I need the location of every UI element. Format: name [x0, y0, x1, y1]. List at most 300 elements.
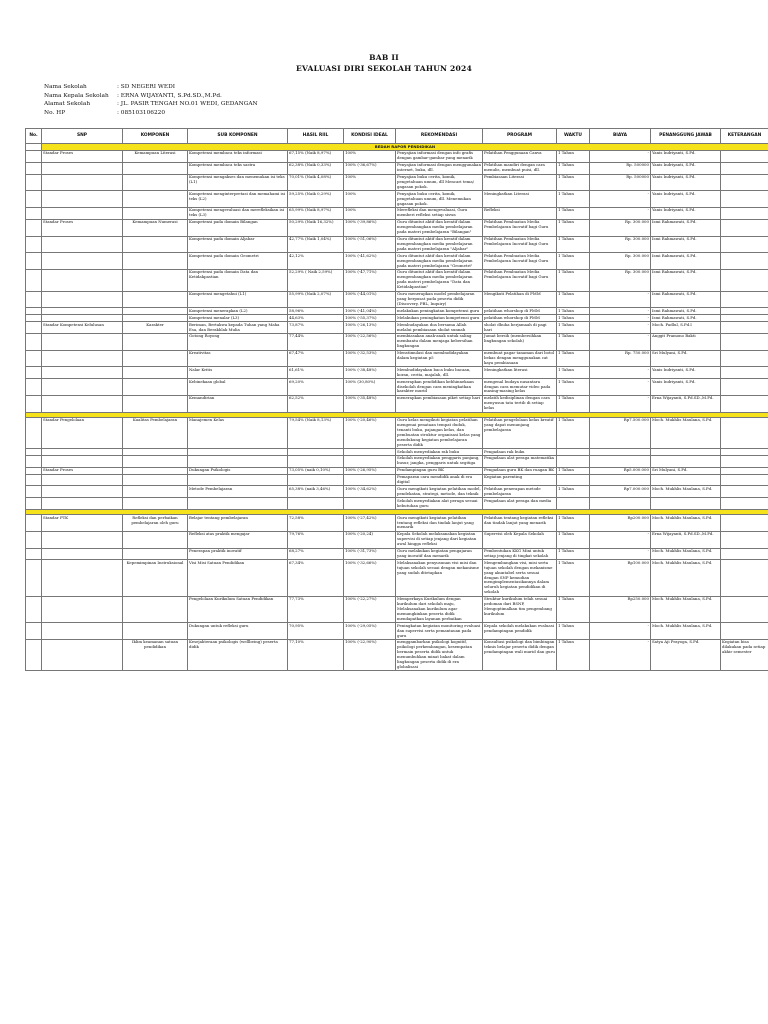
cell-sub-komponen: Kompetensi pada domain Geometri — [188, 253, 288, 270]
table-row — [26, 291, 768, 308]
cell-keterangan — [721, 623, 768, 640]
info-label: Alamat Sekolah — [44, 101, 91, 108]
cell-keterangan — [721, 596, 768, 623]
cell-program: Refleksi — [483, 207, 557, 219]
cell-snp — [42, 498, 123, 510]
cell-kondisi-ideal: 100% (-41,62%) — [344, 253, 396, 270]
col-header-no: No. — [26, 129, 42, 144]
cell-komponen — [123, 350, 188, 367]
cell-no — [26, 308, 42, 315]
cell-keterangan — [721, 474, 768, 486]
cell-hasil-riil: 65,99% (Naik 8,97%) — [288, 207, 344, 219]
cell-penanggung-jawab: Anggit Pramono Bakti — [651, 333, 721, 350]
cell-biaya: - — [590, 531, 651, 548]
cell-kondisi-ideal — [344, 449, 396, 456]
cell-rekomendasi: menerapkan pendidikan kebhinnekaan disekolah dengan cara meningkatkan karakter murid — [396, 379, 483, 396]
cell-komponen — [123, 474, 188, 486]
cell-kondisi-ideal: 100% (-36,67%) — [344, 162, 396, 174]
cell-rekomendasi: menerapkan pembiasaan piket setiap hari — [396, 395, 483, 412]
cell-sub-komponen: Kompetensi mengetahui (L1) — [188, 291, 288, 308]
cell-sub-komponen — [188, 498, 288, 510]
cell-snp — [42, 395, 123, 412]
cell-sub-komponen: Kebinekaan global — [188, 379, 288, 396]
cell-waktu: 1 Tahun — [557, 269, 590, 291]
chapter-title: BAB II — [369, 53, 399, 62]
cell-rekomendasi: Penyajian buku cerita, komik, pengetahuan umum, dll. Menemukan gagasan pokok. — [396, 191, 483, 208]
cell-program: pelatihan whorshop di PMM — [483, 315, 557, 322]
table-row — [26, 455, 768, 467]
cell-program: sholat dhuha berjamaah di pagi hari — [483, 322, 557, 334]
cell-keterangan — [721, 174, 768, 191]
cell-rekomendasi: Memperkaya Kurikulum dengan kurikulum dari sekolah maju, Melaksanakan kurikulum agar memungkinkan peserta didik mendapatkan layanan perbaikan — [396, 596, 483, 623]
cell-rekomendasi: melakukan peningkatan kompetensi guru — [396, 308, 483, 315]
cell-keterangan — [721, 417, 768, 448]
table-row — [26, 269, 768, 291]
cell-waktu: 1 Tahun — [557, 236, 590, 253]
cell-waktu: 1 Tahun — [557, 531, 590, 548]
table-row — [26, 236, 768, 253]
table-row — [26, 474, 768, 486]
cell-penanggung-jawab: Moch. Mukhlis Maulana, S.Pd. — [651, 623, 721, 640]
cell-no — [26, 449, 42, 456]
cell-snp — [42, 623, 123, 640]
cell-rekomendasi: Peningkatan kegiatan monitoring evaluasi dan supervisi serta pemantauan pada guru — [396, 623, 483, 640]
cell-rekomendasi: Pemaparan cara mendidik anak di era digital — [396, 474, 483, 486]
cell-keterangan — [721, 162, 768, 174]
col-header-program: PROGRAM — [483, 129, 557, 144]
cell-kondisi-ideal: 100% (30,80%) — [344, 379, 396, 396]
cell-sub-komponen: Manajemen Kelas — [188, 417, 288, 448]
cell-keterangan — [721, 315, 768, 322]
table-row — [26, 219, 768, 236]
cell-penanggung-jawab: Yanis Indriyanti, S.Pd. — [651, 367, 721, 379]
cell-kondisi-ideal: 100% (-29,05%) — [344, 623, 396, 640]
cell-keterangan — [721, 548, 768, 560]
cell-biaya: - — [590, 150, 651, 162]
cell-no — [26, 455, 42, 467]
cell-penanggung-jawab: Moch. Mukhlis Maulana, S.Pd. — [651, 548, 721, 560]
cell-rekomendasi: Guru kelas mengikuti kegiatan pelatihan mengenai penataan tempat duduk, tenanti buku, pajangan kelas, dan pembuatan struktur organisasi kelas yang mendukung kegiatan pembelajaran peserta didik — [396, 417, 483, 448]
cell-keterangan — [721, 486, 768, 498]
cell-penanggung-jawab: Ismi Rahmawati, S.Pd. — [651, 236, 721, 253]
cell-no — [26, 367, 42, 379]
cell-snp — [42, 596, 123, 623]
cell-waktu: 1 Tahun — [557, 308, 590, 315]
cell-komponen — [123, 253, 188, 270]
cell-hasil-riil: 62,38% (Naik 0,33%) — [288, 162, 344, 174]
cell-waktu: 1 Tahun — [557, 350, 590, 367]
cell-waktu: 1 Tahun — [557, 639, 590, 670]
cell-biaya — [590, 455, 651, 467]
cell-rekomendasi: Melaksanakan penyusunan visi misi dan tujuan sekolah sesuai dengan mekanisme yang sudah ditetapkan — [396, 560, 483, 596]
cell-hasil-riil: 44,63% — [288, 315, 344, 322]
cell-penanggung-jawab: Moch. Mukhlis Maulana, S.Pd. — [651, 596, 721, 623]
cell-no — [26, 315, 42, 322]
cell-program: mengenal budaya nusantara dengan cara memutar video pada masing-masing kelas — [483, 379, 557, 396]
cell-sub-komponen: Kemandirian — [188, 395, 288, 412]
cell-keterangan — [721, 322, 768, 334]
cell-kondisi-ideal: 100% (-32,66%) — [344, 560, 396, 596]
cell-waktu: 1 Tahun — [557, 291, 590, 308]
cell-snp — [42, 367, 123, 379]
cell-komponen — [123, 269, 188, 291]
cell-komponen — [123, 486, 188, 498]
cell-snp — [42, 474, 123, 486]
cell-kondisi-ideal: 100% (-20,46%) — [344, 417, 396, 448]
cell-keterangan — [721, 207, 768, 219]
cell-no — [26, 269, 42, 291]
cell-biaya: - — [590, 207, 651, 219]
cell-biaya: Rp. 500000 — [590, 162, 651, 174]
cell-komponen: Kemampuan Literasi — [123, 150, 188, 162]
info-row — [44, 100, 258, 109]
cell-hasil-riil: 77,44% — [288, 333, 344, 350]
cell-snp — [42, 174, 123, 191]
table-row — [26, 367, 768, 379]
cell-program: Pengadaan rak buku — [483, 449, 557, 456]
table-row — [26, 639, 768, 670]
cell-keterangan — [721, 395, 768, 412]
cell-rekomendasi: Melakukan peningkatan kompetensi guru — [396, 315, 483, 322]
cell-program: Pelatihan Pembuatan Media Pembelajaran Inovatif bagi Guru — [483, 236, 557, 253]
info-label: Nama Kepala Sekolah — [44, 92, 109, 99]
cell-keterangan — [721, 253, 768, 270]
cell-keterangan — [721, 455, 768, 467]
cell-waktu: 1 Tahun — [557, 486, 590, 498]
cell-keterangan — [721, 191, 768, 208]
cell-penanggung-jawab — [651, 498, 721, 510]
cell-rekomendasi: Guru menerapkan model pembelajaran yang berpusat pada peserta didik (Discovery, PBL, Inquiry) — [396, 291, 483, 308]
cell-penanggung-jawab: Erna Wijayanti, S.Pd.SD.,M.Pd. — [651, 395, 721, 412]
cell-rekomendasi: Kepala Sekolah melaksanakan kegiatan supervisi di setiap jenjang dari kegiatan awal hingga refleksi — [396, 531, 483, 548]
cell-hasil-riil: 68,27% — [288, 548, 344, 560]
cell-sub-komponen: Penerapan praktik inovatif — [188, 548, 288, 560]
table-row — [26, 350, 768, 367]
cell-penanggung-jawab: Sri Mulyani, S.Pd. — [651, 350, 721, 367]
cell-waktu: 1 Tahun — [557, 467, 590, 474]
cell-komponen: Karakter — [123, 322, 188, 334]
cell-waktu: 1 Tahun — [557, 174, 590, 191]
cell-no — [26, 474, 42, 486]
cell-program: Supervisi oleh Kepala Sekolah — [483, 531, 557, 548]
cell-sub-komponen: Kompetensi menerapkan (L2) — [188, 308, 288, 315]
cell-snp — [42, 486, 123, 498]
cell-waktu: 1 Tahun — [557, 162, 590, 174]
cell-no — [26, 486, 42, 498]
cell-waktu: 1 Tahun — [557, 322, 590, 334]
cell-rekomendasi: membiasakan anak-anak untuk saling membantu dalam menjaga kebersihan lingkungan — [396, 333, 483, 350]
cell-komponen — [123, 449, 188, 456]
col-header-snp: SNP — [42, 129, 123, 144]
cell-kondisi-ideal: 100% (-26,95%) — [344, 467, 396, 474]
cell-biaya: Rp. 300.000 — [590, 253, 651, 270]
cell-hasil-riil: 70,01% (Naik 4,08%) — [288, 174, 344, 191]
table-row — [26, 395, 768, 412]
cell-biaya: - — [590, 395, 651, 412]
cell-komponen — [123, 531, 188, 548]
cell-biaya: - — [590, 623, 651, 640]
cell-waktu: 1 Tahun — [557, 560, 590, 596]
cell-sub-komponen: Kompetensi pada domain Data dan Ketidakpastian — [188, 269, 288, 291]
cell-penanggung-jawab: Yanis Indriyanti, S.Pd. — [651, 207, 721, 219]
cell-sub-komponen: Pengelolaan Kurikulum Satuan Pendidikan — [188, 596, 288, 623]
cell-sub-komponen — [188, 455, 288, 467]
cell-komponen — [123, 191, 188, 208]
cell-hasil-riil: 62,52% — [288, 395, 344, 412]
cell-waktu: 1 Tahun — [557, 191, 590, 208]
table-row — [26, 531, 768, 548]
cell-waktu: 1 Tahun — [557, 367, 590, 379]
cell-keterangan — [721, 367, 768, 379]
cell-penanggung-jawab: Ismi Rahmawati, S.Pd. — [651, 308, 721, 315]
cell-kondisi-ideal: 100% (-22,90%) — [344, 639, 396, 670]
cell-komponen — [123, 236, 188, 253]
cell-waktu — [557, 455, 590, 467]
cell-sub-komponen: Kreativitas — [188, 350, 288, 367]
cell-waktu: 1 Tahun — [557, 207, 590, 219]
cell-no — [26, 333, 42, 350]
cell-waktu: 1 Tahun — [557, 417, 590, 448]
cell-hasil-riil: 55,99% (Naik 2,07%) — [288, 291, 344, 308]
cell-program: Pengadaan alat peraga dan media — [483, 498, 557, 510]
cell-waktu: 1 Tahun — [557, 253, 590, 270]
cell-no — [26, 515, 42, 532]
cell-snp: Standar Proses — [42, 219, 123, 236]
cell-waktu — [557, 474, 590, 486]
cell-keterangan — [721, 236, 768, 253]
info-value: : 085103106220 — [117, 109, 166, 116]
section-row — [26, 144, 768, 151]
cell-hasil-riil: 67,15% (Naik 8,97%) — [288, 150, 344, 162]
cell-hasil-riil: 59,25% (Naik 0,29%) — [288, 191, 344, 208]
cell-program: Meningkatkan Literasi — [483, 191, 557, 208]
cell-kondisi-ideal: 100% (-51,06%) — [344, 236, 396, 253]
info-row — [44, 92, 258, 101]
cell-rekomendasi: Guru dituntut aktif dan kreatif dalam mengembangkan media pembelajaran pada materi pembelajaran "Data dan Ketidakpastian" — [396, 269, 483, 291]
cell-biaya: Rp. 750.000 — [590, 350, 651, 367]
cell-biaya: Rp. 300.000 — [590, 219, 651, 236]
cell-no — [26, 417, 42, 448]
cell-program: Pelatihan Pembuatan Media Pembelajaran Inovatif bagi Guru — [483, 269, 557, 291]
cell-no — [26, 191, 42, 208]
cell-komponen — [123, 596, 188, 623]
cell-hasil-riil: 58,96% — [288, 308, 344, 315]
cell-penanggung-jawab: Yanis Indriyanti, S.Pd. — [651, 162, 721, 174]
cell-kondisi-ideal: 100% (-44,01%) — [344, 291, 396, 308]
cell-keterangan — [721, 560, 768, 596]
cell-penanggung-jawab: Erna Wijayanti, S.Pd.SD.,M.Pd. — [651, 531, 721, 548]
cell-komponen — [123, 395, 188, 412]
cell-penanggung-jawab: Moch. Mukhlis Maulana, S.Pd. — [651, 417, 721, 448]
cell-biaya: Rp5.000.000 — [590, 467, 651, 474]
cell-biaya: Rp250.000 — [590, 596, 651, 623]
cell-kondisi-ideal: 100% (-22,56%) — [344, 333, 396, 350]
cell-keterangan — [721, 333, 768, 350]
cell-penanggung-jawab: Ismi Rahmawati, S.Pd. — [651, 219, 721, 236]
table-row — [26, 379, 768, 396]
cell-kondisi-ideal — [344, 498, 396, 510]
cell-sub-komponen: Nalar Kritis — [188, 367, 288, 379]
cell-biaya — [590, 474, 651, 486]
cell-snp: Standar PTK — [42, 515, 123, 532]
cell-kondisi-ideal: 100% (-22,27%) — [344, 596, 396, 623]
section-title: BEDAH RAPOR PENDIDIKAN — [42, 144, 768, 151]
cell-snp — [42, 236, 123, 253]
cell-sub-komponen: Metode Pembelajaran — [188, 486, 288, 498]
col-header-kondisi-ideal: KONDISI IDEAL — [344, 129, 396, 144]
cell-kondisi-ideal: 100% (-32,53%) — [344, 350, 396, 367]
cell-komponen — [123, 367, 188, 379]
cell-program: Konsultasi psikologi dan bimbingan teknis belajar peserta didik dengan pendampingan wali murid dan guru — [483, 639, 557, 670]
cell-biaya: Rp. 300.000 — [590, 269, 651, 291]
cell-sub-komponen — [188, 449, 288, 456]
cell-no — [26, 207, 42, 219]
info-label: No. HP — [44, 109, 66, 116]
cell-kondisi-ideal: 100% (-35,48%) — [344, 395, 396, 412]
cell-hasil-riil: 73,05% (naik 0,10%) — [288, 467, 344, 474]
cell-kondisi-ideal: 100% (-31,73%) — [344, 548, 396, 560]
cell-biaya: - — [590, 322, 651, 334]
cell-program: Pelatihan mandiri dengan cara menulis, membuat puisi, dll. — [483, 162, 557, 174]
cell-kondisi-ideal: 100% (-41,04%) — [344, 308, 396, 315]
table-row — [26, 162, 768, 174]
document-title: EVALUASI DIRI SEKOLAH TAHUN 2024 — [296, 64, 472, 73]
col-header-keterangan: KETERANGAN — [721, 129, 768, 144]
cell-komponen: Kualitas Pembelajaran — [123, 417, 188, 448]
cell-program: melatih kedisiplinan dengan cara menyusun tata tertib di setiap kelas — [483, 395, 557, 412]
cell-program: Kepala sekolah melakukan evaluasi pendampingan pendidik — [483, 623, 557, 640]
cell-program: Pelatihan Pembuatan Media Pembelajaran Inovatif bagi Guru — [483, 253, 557, 270]
cell-rekomendasi: Guru mengikuti kegiatan pelatihan tentang refleksi dan tindak lanjut yang menarik — [396, 515, 483, 532]
cell-sub-komponen: Kompetensi menginterpretasi dan memahami isi teks (L2) — [188, 191, 288, 208]
cell-sub-komponen: Kompetensi membaca teks sastra — [188, 162, 288, 174]
cell-sub-komponen: Dukungan untuk refleksi guru — [188, 623, 288, 640]
table-row — [26, 596, 768, 623]
cell-snp — [42, 207, 123, 219]
cell-kondisi-ideal: 100% (-20,24) — [344, 531, 396, 548]
cell-kondisi-ideal: 100% (-47,71%) — [344, 269, 396, 291]
cell-program: Pelatihan pengelolaan kelas kreatif yang dapat menunjang pembelajaran — [483, 417, 557, 448]
cell-keterangan: Kegiatan bisa dilakukan pada setiap akhir semester — [721, 639, 768, 670]
cell-biaya — [590, 498, 651, 510]
cell-no — [26, 498, 42, 510]
table-row — [26, 253, 768, 270]
cell-snp — [42, 560, 123, 596]
cell-hasil-riil: 65,38% (naik 3,46%) — [288, 486, 344, 498]
cell-kondisi-ideal: 100% (-26,13%) — [344, 322, 396, 334]
cell-program: Pengadaan alat peraga matematika — [483, 455, 557, 467]
cell-keterangan — [721, 531, 768, 548]
cell-program: membuat pagar tanaman dari botol bekas dengan menggunakan cat kaya pembiasaan — [483, 350, 557, 367]
cell-hasil-riil: 69,20% — [288, 379, 344, 396]
col-header-waktu: WAKTU — [557, 129, 590, 144]
cell-hasil-riil: 79,54% (Naik 8,13%) — [288, 417, 344, 448]
info-value: : JL. PASIR TENGAH NO.01 WEDI, GEDANGAN — [117, 101, 258, 108]
cell-kondisi-ideal: 100% — [344, 191, 396, 208]
cell-hasil-riil: 79,76% — [288, 531, 344, 548]
table-row — [26, 467, 768, 474]
cell-biaya: Rp7.000.000 — [590, 486, 651, 498]
cell-no — [26, 639, 42, 670]
cell-program: Meningkatkan literasi — [483, 367, 557, 379]
cell-penanggung-jawab: Yanis Indriyanti, S.Pd. — [651, 150, 721, 162]
cell-biaya: - — [590, 548, 651, 560]
table-row — [26, 191, 768, 208]
cell-waktu: 1 Tahun — [557, 623, 590, 640]
cell-snp: Standar Pengelolaan — [42, 417, 123, 448]
table-row — [26, 486, 768, 498]
cell-program: Pelatihan penerapan metode pembelajaran — [483, 486, 557, 498]
cell-komponen — [123, 308, 188, 315]
table-header-row — [26, 129, 768, 144]
cell-rekomendasi: Guru dituntut aktif dan kreatif dalam mengembangkan media pembelajaran pada materi pembelajaran "Geometri" — [396, 253, 483, 270]
cell-keterangan — [721, 350, 768, 367]
cell-waktu: 1 Tahun — [557, 333, 590, 350]
cell-biaya: Rp. 300.000 — [590, 236, 651, 253]
cell-waktu: 1 Tahun — [557, 548, 590, 560]
table-row — [26, 150, 768, 162]
cell-sub-komponen: Kompetensi mengevaluasi dan merefleksikan isi teks (L3) — [188, 207, 288, 219]
cell-snp: Standar Proses — [42, 150, 123, 162]
cell-snp — [42, 548, 123, 560]
table-row — [26, 449, 768, 456]
cell-sub-komponen: Kompetensi membaca teks informasi — [188, 150, 288, 162]
cell-keterangan — [721, 467, 768, 474]
cell-komponen — [123, 548, 188, 560]
info-value: : ERNA WIJAYANTI, S.Pd.SD.,M.Pd. — [117, 92, 222, 99]
cell-komponen — [123, 291, 188, 308]
cell-hasil-riil: 67,34% — [288, 560, 344, 596]
cell-biaya: Rp. 500000 — [590, 174, 651, 191]
cell-rekomendasi: Penyajian informasi dengan info grafis dengan gambar-gambar yang menarik — [396, 150, 483, 162]
cell-waktu — [557, 449, 590, 456]
cell-biaya: Rp200.000 — [590, 515, 651, 532]
cell-biaya: - — [590, 291, 651, 308]
cell-kondisi-ideal: 100% (-34,62%) — [344, 486, 396, 498]
table-row — [26, 308, 768, 315]
cell-snp — [42, 379, 123, 396]
cell-snp — [42, 350, 123, 367]
cell-hasil-riil — [288, 449, 344, 456]
cell-no — [26, 467, 42, 474]
col-header-rekomendasi: REKOMENDASI — [396, 129, 483, 144]
cell-sub-komponen — [188, 474, 288, 486]
cell-komponen — [123, 498, 188, 510]
cell-rekomendasi: Pendampingan guru BK — [396, 467, 483, 474]
cell-biaya: - — [590, 308, 651, 315]
cell-no — [26, 150, 42, 162]
section-no-cell — [26, 144, 42, 151]
cell-snp — [42, 455, 123, 467]
cell-program: Kegiatan parenting — [483, 474, 557, 486]
cell-sub-komponen: Beriman, Bertakwa kepada Tuhan yang Maha Esa, dan Berakhlak Mulia — [188, 322, 288, 334]
cell-no — [26, 162, 42, 174]
table-row — [26, 515, 768, 532]
cell-snp — [42, 449, 123, 456]
cell-kondisi-ideal: 100% — [344, 150, 396, 162]
table-row — [26, 174, 768, 191]
cell-hasil-riil: 77,73% — [288, 596, 344, 623]
cell-rekomendasi: Sekolah menyediakan rak buku — [396, 449, 483, 456]
cell-rekomendasi: Merefleksi dan mengevaluasi, Guru memberi refleksi setiap siswa — [396, 207, 483, 219]
cell-sub-komponen: Gotong Royong — [188, 333, 288, 350]
cell-penanggung-jawab — [651, 455, 721, 467]
cell-kondisi-ideal: 100% (-39,86%) — [344, 219, 396, 236]
cell-rekomendasi: Membudayakan doa bersama Allah melalui pembiasaan sholat sunnah — [396, 322, 483, 334]
cell-biaya — [590, 449, 651, 456]
cell-snp — [42, 531, 123, 548]
document-heading — [0, 52, 768, 74]
